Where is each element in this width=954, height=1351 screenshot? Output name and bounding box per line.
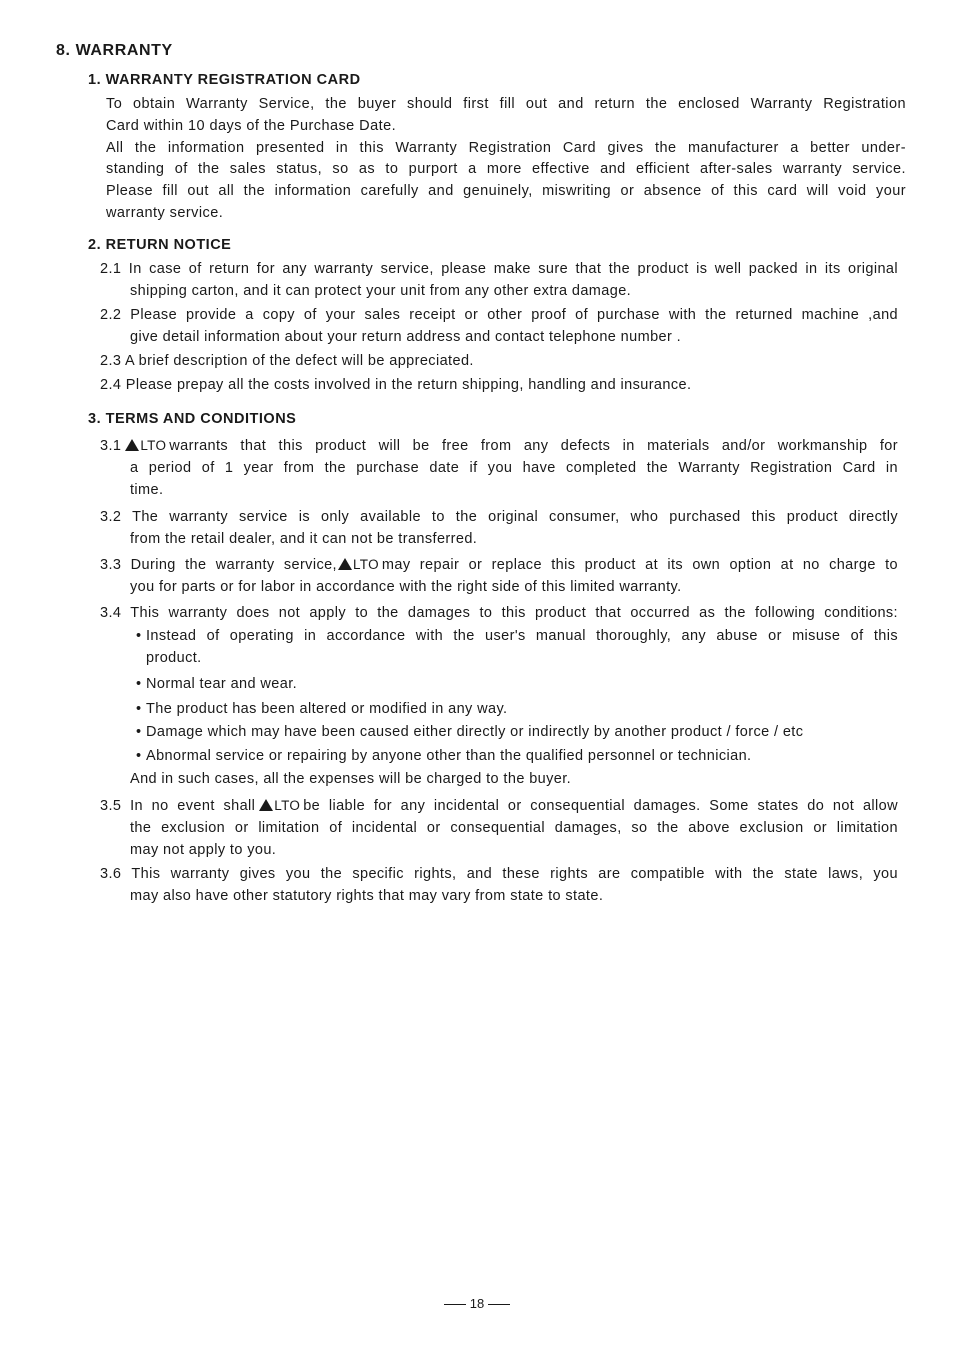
bullet-item	[136, 722, 898, 744]
bullet-line	[136, 674, 898, 696]
bullet-line	[136, 746, 898, 768]
footer-rule	[444, 1304, 466, 1305]
triangle-icon	[338, 558, 352, 570]
bullet-text: Instead of operating in accordance with the user's manual thoroughly, any abuse or misuse of this	[146, 628, 898, 644]
item-text: 2.4 Please prepay all the costs involved in the return shipping, handling and insurance.	[100, 377, 692, 393]
bullet-item	[136, 674, 898, 696]
bullet-text: The product has been altered or modified in any way.	[146, 701, 508, 717]
item-text: may repair or replace this product at its own option at no charge to	[381, 557, 898, 573]
item-text: time.	[130, 481, 164, 498]
item-text: 3.2 The warranty service is only available to the original consumer, who purchased this product directly	[100, 509, 898, 525]
return-item-2-4	[100, 375, 898, 397]
registration-line: All the information presented in this Warranty Registration Card gives the manufacturer a better under-	[106, 139, 906, 156]
item-text: 2.3 A brief description of the defect will be appreciated.	[100, 353, 474, 369]
return-item-2-3	[100, 351, 898, 373]
page-number: 18	[469, 1296, 485, 1311]
bullet-item	[136, 626, 898, 670]
item-text: warrants that this product will be free from any defects in materials and/or workmanship for	[169, 438, 898, 454]
bullet-line	[136, 699, 898, 721]
item-text: you for parts or for labor in accordance with the right side of this limited warranty.	[130, 578, 682, 595]
return-notice-heading: 2. RETURN NOTICE	[88, 237, 232, 253]
brand-logo-text: LTO	[274, 798, 301, 813]
registration-line: Card within 10 days of the Purchase Date.	[106, 117, 397, 134]
item-text: a period of 1 year from the purchase date if you have completed the Warranty Registration Card in	[130, 459, 898, 476]
item-line	[100, 795, 898, 818]
triangle-icon	[259, 799, 273, 811]
registration-line: To obtain Warranty Service, the buyer should first fill out and return the enclosed Warranty Registration	[106, 96, 906, 112]
bullet-item	[136, 746, 898, 768]
brand-logo	[259, 795, 300, 817]
terms-item-3-6	[100, 864, 898, 908]
item-text: 2.1 In case of return for any warranty service, please make sure that the product is well packed in its original	[100, 261, 898, 277]
bullet-line	[136, 626, 898, 648]
brand-logo	[338, 554, 379, 576]
terms-item-3-2	[100, 507, 898, 551]
registration-heading: 1. WARRANTY REGISTRATION CARD	[88, 72, 361, 88]
item-line	[100, 554, 898, 577]
registration-line: warranty service.	[106, 204, 224, 221]
item-text: shipping carton, and it can protect your unit from any other extra damage.	[130, 282, 632, 299]
registration-paragraph	[106, 94, 906, 225]
item-text: be liable for any incidental or consequential damages. Some states do not allow	[303, 798, 898, 814]
item-text: 2.2 Please provide a copy of your sales receipt or other proof of purchase with the returned machine ,and	[100, 307, 898, 323]
item-text: may not apply to you.	[130, 841, 277, 858]
item-text: may also have other statutory rights that may vary from state to state.	[130, 887, 604, 904]
terms-3-4-closing	[100, 769, 898, 791]
bullet-line	[136, 722, 898, 744]
section-title: 8. WARRANTY	[56, 42, 173, 59]
bullet-dot-icon: •	[136, 628, 142, 644]
bullet-text: Normal tear and wear.	[146, 676, 298, 692]
terms-item-3-5	[100, 795, 898, 861]
terms-item-3-3	[100, 554, 898, 599]
bullet-dot-icon: •	[136, 701, 142, 717]
terms-item-3-4	[100, 603, 898, 625]
bullet-dot-icon: •	[136, 676, 142, 692]
brand-logo-text: LTO	[140, 438, 167, 453]
return-item-2-2	[100, 305, 898, 349]
item-text: 3.6 This warranty gives you the specific rights, and these rights are compatible with the state laws, you	[100, 866, 898, 882]
bullet-dot-icon: •	[136, 724, 142, 740]
bullet-item	[136, 699, 898, 721]
registration-line: standing of the sales status, so as to purport a more effective and efficient after-sales warranty service.	[106, 161, 906, 178]
item-text: the exclusion or limitation of incidental or consequential damages, so the above exclusion or limitation	[130, 819, 898, 836]
item-text: give detail information about your return address and contact telephone number .	[130, 328, 682, 345]
item-text: And in such cases, all the expenses will be charged to the buyer.	[130, 771, 572, 787]
brand-logo	[125, 435, 166, 457]
bullet-text: product.	[146, 649, 202, 666]
bullet-text: Abnormal service or repairing by anyone other than the qualified personnel or technician.	[146, 748, 752, 764]
item-text: 3.4 This warranty does not apply to the damages to this product that occurred as the following conditions:	[100, 605, 898, 621]
return-item-2-1	[100, 259, 898, 303]
registration-line: Please fill out all the information carefully and genuinely, miswriting or absence of this card will void your	[106, 183, 906, 200]
terms-heading: 3. TERMS AND CONDITIONS	[88, 411, 297, 427]
item-line	[100, 435, 898, 458]
item-text: 3.3 During the warranty service,	[100, 557, 337, 573]
bullet-dot-icon: •	[136, 748, 142, 764]
triangle-icon	[125, 439, 139, 451]
item-text: from the retail dealer, and it can not be transferred.	[130, 530, 478, 547]
page-footer	[0, 1296, 954, 1311]
bullet-text: Damage which may have been caused either directly or indirectly by another product / force / etc	[146, 724, 804, 740]
footer-rule	[488, 1304, 510, 1305]
item-text: 3.5 In no event shall	[100, 798, 256, 814]
item-number: 3.1	[100, 438, 122, 454]
brand-logo-text: LTO	[352, 557, 379, 572]
terms-item-3-1	[100, 435, 898, 501]
